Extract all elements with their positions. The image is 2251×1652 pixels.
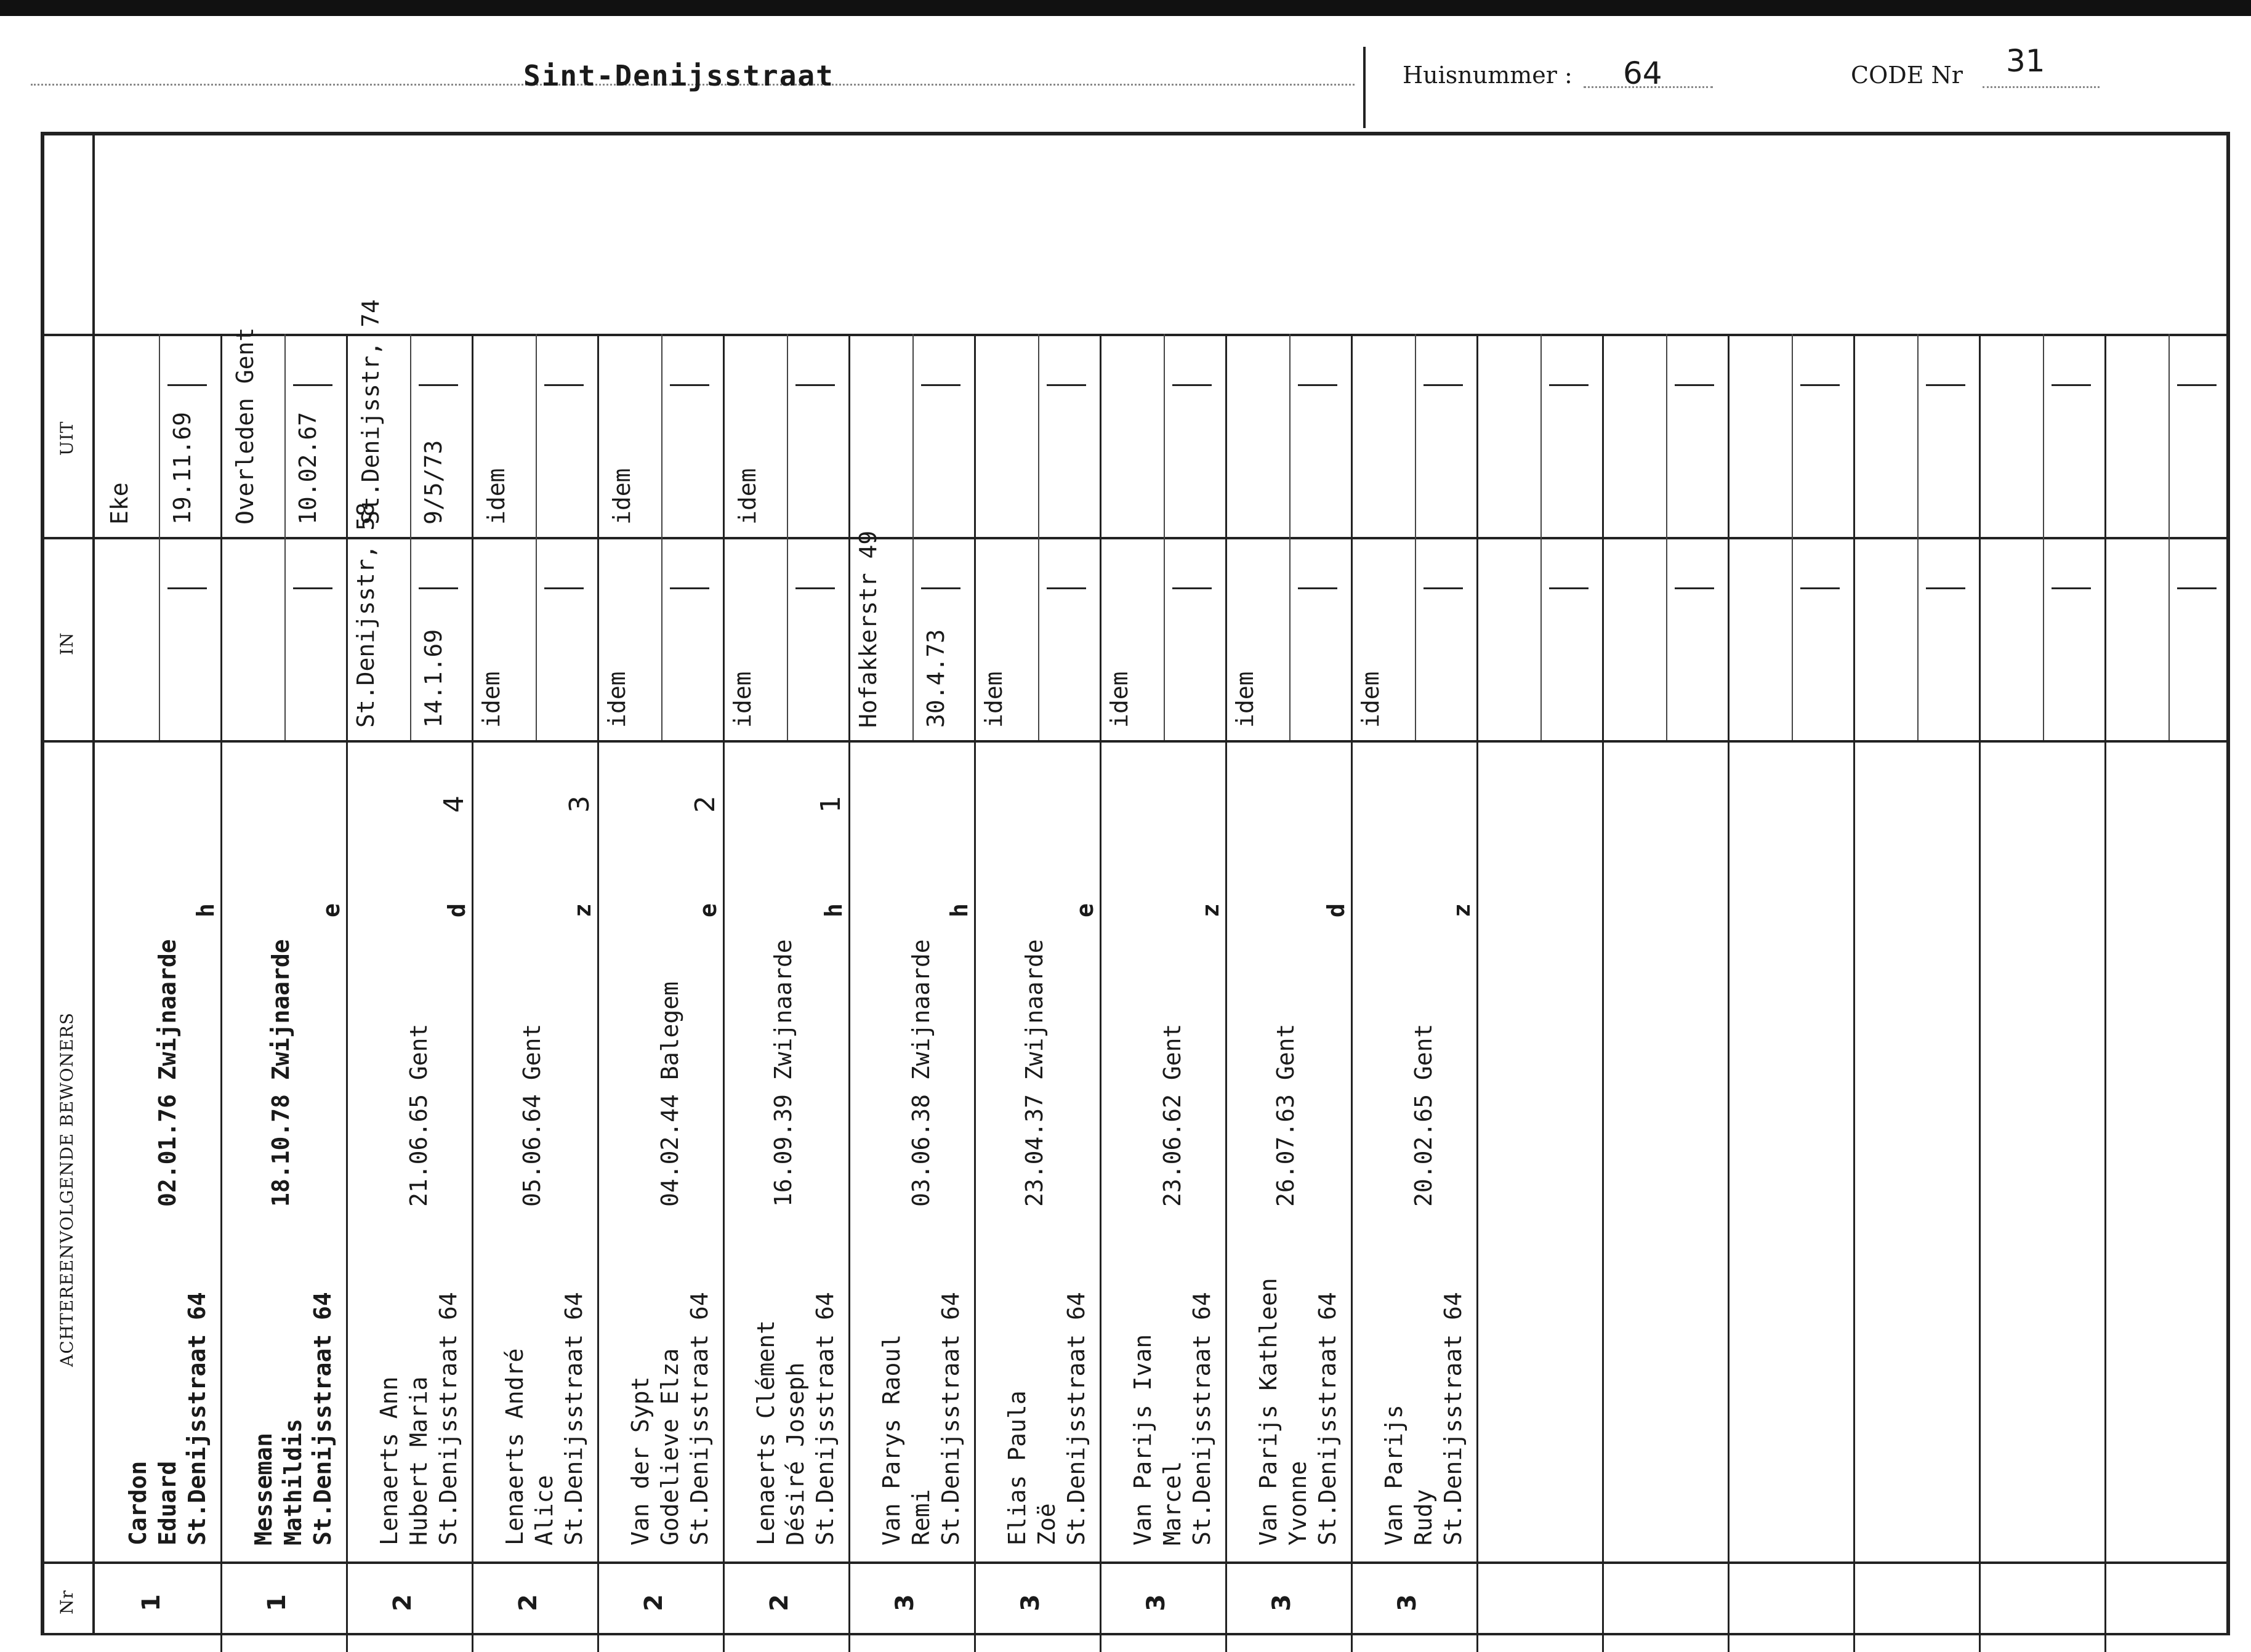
column-divider	[1979, 334, 1981, 1634]
uit-empty-dash	[1926, 384, 1965, 386]
code-value: 31	[2006, 43, 2045, 79]
resident-surname: Cardon	[124, 1461, 151, 1545]
in-sub-divider	[1666, 537, 1667, 740]
bottom-tick	[220, 1633, 222, 1652]
bewoners-top-line	[41, 740, 2230, 743]
uit-sub-divider	[787, 334, 788, 537]
uit-place: Eke	[106, 482, 133, 525]
resident-given-name: Rudy	[1410, 1489, 1437, 1545]
resident-birth: 16.09.39 Zwijnaarde	[770, 939, 797, 1207]
in-sub-divider	[410, 537, 411, 740]
resident-surname: Lenaerts André	[501, 1348, 528, 1545]
uit-sub-divider	[410, 334, 411, 537]
resident-nr: 2	[639, 1594, 668, 1611]
in-sub-divider	[1289, 537, 1291, 740]
in-sub-divider	[159, 537, 160, 740]
uit-empty-dash	[1423, 384, 1463, 386]
resident-nr: 2	[388, 1594, 417, 1611]
resident-address: St.Denijsstraat 64	[686, 1292, 713, 1545]
resident-address: St.Denijsstraat 64	[1063, 1292, 1090, 1545]
uit-empty-dash	[419, 384, 458, 386]
resident-nr: 3	[1267, 1594, 1296, 1611]
resident-handwritten-number: 1	[815, 796, 847, 813]
uit-sub-divider	[1666, 334, 1667, 537]
nr-top-line	[41, 1561, 2230, 1564]
uit-empty-dash	[1172, 384, 1212, 386]
uit-sub-divider	[1038, 334, 1039, 537]
resident-given-name: Marcel	[1159, 1461, 1186, 1545]
resident-surname: Van Parys Raoul	[878, 1334, 905, 1545]
huisnummer-value: 64	[1623, 55, 1662, 91]
uit-empty-dash	[2177, 384, 2217, 386]
uit-sub-divider	[1289, 334, 1291, 537]
column-divider	[2104, 334, 2106, 1634]
resident-birth: 23.06.62 Gent	[1159, 1023, 1186, 1207]
huisnummer-label: Huisnummer :	[1403, 62, 1572, 89]
resident-nr: 3	[1016, 1594, 1045, 1611]
uit-place: idem	[608, 468, 635, 525]
uit-empty-dash	[2052, 384, 2091, 386]
resident-nr: 3	[1393, 1594, 1422, 1611]
resident-address: St.Denijsstraat 64	[560, 1292, 587, 1545]
in-empty-dash	[1047, 587, 1086, 589]
in-place: idem	[980, 671, 1007, 728]
resident-mark: h	[946, 903, 973, 917]
uit-sub-divider	[912, 334, 914, 537]
uit-sub-divider	[1415, 334, 1416, 537]
in-empty-dash	[544, 587, 584, 589]
resident-handwritten-number: 4	[438, 796, 470, 813]
bottom-tick	[1100, 1633, 1101, 1652]
bottom-tick	[2104, 1633, 2106, 1652]
resident-given-name: Hubert Maria	[405, 1376, 432, 1545]
resident-mark: z	[569, 903, 596, 917]
resident-surname: Lenaerts Ann	[376, 1376, 403, 1545]
column-divider	[472, 334, 473, 1634]
uit-empty-dash	[167, 384, 207, 386]
resident-surname: Van der Sypt	[627, 1376, 654, 1545]
bottom-tick	[1476, 1633, 1478, 1652]
in-place: idem	[1231, 671, 1258, 728]
resident-birth: 04.02.44 Balegem	[656, 981, 683, 1207]
uit-empty-dash	[1800, 384, 1840, 386]
bottom-tick	[472, 1633, 473, 1652]
uit-empty-dash	[1298, 384, 1337, 386]
resident-address: St.Denijsstraat 64	[811, 1292, 839, 1545]
in-sub-divider	[1038, 537, 1039, 740]
bottom-tick	[1602, 1633, 1604, 1652]
resident-given-name: Remi	[908, 1489, 935, 1545]
in-place: St.Denijsstr, 58	[352, 502, 379, 728]
resident-address: St.Denijsstraat 64	[1440, 1292, 1467, 1545]
resident-mark: z	[1448, 903, 1475, 917]
uit-sub-divider	[159, 334, 160, 537]
in-empty-dash	[1926, 587, 1965, 589]
in-empty-dash	[1800, 587, 1840, 589]
in-empty-dash	[167, 587, 207, 589]
uit-empty-dash	[1047, 384, 1086, 386]
in-sub-divider	[1540, 537, 1542, 740]
column-divider	[346, 334, 348, 1634]
resident-birth: 26.07.63 Gent	[1272, 1023, 1299, 1207]
uit-date: 10.02.67	[294, 411, 321, 525]
column-divider	[220, 334, 222, 1634]
resident-given-name: Alice	[531, 1475, 558, 1545]
uit-sub-divider	[2168, 334, 2170, 537]
bottom-tick	[974, 1633, 976, 1652]
resident-handwritten-number: 2	[690, 796, 721, 813]
resident-address: St.Denijsstraat 64	[1188, 1292, 1215, 1545]
in-empty-dash	[419, 587, 458, 589]
in-empty-dash	[1549, 587, 1589, 589]
resident-birth: 21.06.65 Gent	[405, 1023, 432, 1207]
resident-surname: Elias Paula	[1004, 1390, 1031, 1545]
uit-sub-divider	[1164, 334, 1165, 537]
resident-surname: Messeman	[250, 1432, 277, 1545]
code-dotted-line	[1983, 86, 2100, 88]
resident-address: St.Denijsstraat 64	[435, 1292, 462, 1545]
uit-sub-divider	[661, 334, 662, 537]
in-place: idem	[729, 671, 756, 728]
uit-sub-divider	[536, 334, 537, 537]
column-divider	[1476, 334, 1478, 1634]
uit-place: idem	[734, 468, 761, 525]
resident-address: St.Denijsstraat 64	[309, 1292, 336, 1545]
uit-sub-divider	[284, 334, 286, 537]
bottom-tick	[346, 1633, 348, 1652]
resident-given-name: Zoë	[1033, 1503, 1060, 1545]
resident-given-name: Désiré Joseph	[782, 1362, 809, 1545]
in-sub-divider	[661, 537, 662, 740]
resident-nr: 3	[890, 1594, 919, 1611]
in-sub-divider	[1917, 537, 1919, 740]
resident-surname: Van Parijs Ivan	[1129, 1334, 1156, 1545]
column-divider	[1225, 334, 1227, 1634]
uit-empty-dash	[921, 384, 960, 386]
in-empty-dash	[795, 587, 835, 589]
resident-given-name: Eduard	[154, 1461, 181, 1545]
column-divider	[1602, 334, 1604, 1634]
resident-address: St.Denijsstraat 64	[937, 1292, 964, 1545]
in-place: idem	[1357, 671, 1384, 728]
in-place: idem	[603, 671, 630, 728]
resident-mark: h	[192, 903, 219, 917]
resident-mark: e	[318, 903, 345, 917]
uit-empty-dash	[670, 384, 709, 386]
in-empty-dash	[1298, 587, 1337, 589]
resident-address: St.Denijsstraat 64	[183, 1292, 211, 1545]
column-divider	[848, 334, 850, 1634]
resident-nr: 1	[137, 1594, 166, 1611]
bottom-tick	[597, 1633, 599, 1652]
bottom-tick	[1979, 1633, 1981, 1652]
in-place: Hofakkerstr 49	[855, 530, 882, 728]
uit-empty-dash	[1549, 384, 1589, 386]
resident-given-name: Godelieve Elza	[656, 1348, 683, 1545]
resident-given-name: Yvonne	[1284, 1461, 1311, 1545]
in-sub-divider	[912, 537, 914, 740]
in-empty-dash	[1423, 587, 1463, 589]
bewoners-label: ACHTEREENVOLGENDE BEWONERS	[57, 1012, 77, 1367]
bottom-tick	[848, 1633, 850, 1652]
resident-birth: 02.01.76 Zwijnaarde	[154, 939, 181, 1207]
uit-place: idem	[483, 468, 510, 525]
resident-birth: 03.06.38 Zwijnaarde	[908, 939, 935, 1207]
in-empty-dash	[1675, 587, 1714, 589]
in-place: idem	[1106, 671, 1133, 728]
resident-address: St.Denijsstraat 64	[1314, 1292, 1341, 1545]
uit-label: UIT	[57, 421, 77, 456]
in-sub-divider	[284, 537, 286, 740]
resident-birth: 05.06.64 Gent	[518, 1023, 546, 1207]
resident-birth: 18.10.78 Zwijnaarde	[267, 939, 294, 1207]
resident-surname: Lenaerts Clément	[752, 1320, 779, 1545]
in-sub-divider	[787, 537, 788, 740]
resident-mark: d	[1323, 903, 1350, 917]
in-label: IN	[57, 632, 77, 655]
in-empty-dash	[921, 587, 960, 589]
column-divider	[723, 334, 725, 1634]
resident-nr: 2	[513, 1594, 542, 1611]
in-date: 30.4.73	[922, 629, 949, 728]
resident-surname: Van Parijs	[1380, 1404, 1407, 1545]
resident-surname: Van Parijs Kathleen	[1255, 1278, 1282, 1545]
uit-empty-dash	[795, 384, 835, 386]
in-sub-divider	[2168, 537, 2170, 740]
resident-birth: 20.02.65 Gent	[1410, 1023, 1437, 1207]
resident-nr: 2	[765, 1594, 794, 1611]
bottom-tick	[1853, 1633, 1855, 1652]
in-sub-divider	[1415, 537, 1416, 740]
uit-sub-divider	[1540, 334, 1542, 537]
in-empty-dash	[293, 587, 332, 589]
column-divider	[1853, 334, 1855, 1634]
resident-mark: e	[1071, 903, 1098, 917]
bottom-tick	[1225, 1633, 1227, 1652]
column-divider	[1100, 334, 1101, 1634]
uit-empty-dash	[544, 384, 584, 386]
in-place: idem	[478, 671, 505, 728]
bottom-tick	[1351, 1633, 1353, 1652]
header-separator	[1363, 47, 1366, 128]
uit-sub-divider	[2043, 334, 2044, 537]
column-divider	[974, 334, 976, 1634]
in-sub-divider	[1792, 537, 1793, 740]
bottom-line	[41, 1633, 2230, 1635]
resident-mark: e	[695, 903, 722, 917]
uit-empty-dash	[293, 384, 332, 386]
nr-label: Nr	[57, 1590, 77, 1614]
in-sub-divider	[1164, 537, 1165, 740]
resident-handwritten-number: 3	[564, 796, 595, 813]
in-empty-dash	[1172, 587, 1212, 589]
uit-sub-divider	[1917, 334, 1919, 537]
resident-nr: 1	[262, 1594, 291, 1611]
in-sub-divider	[536, 537, 537, 740]
uit-date: 9/5/73	[420, 440, 447, 525]
resident-birth: 23.04.37 Zwijnaarde	[1021, 939, 1048, 1207]
in-sub-divider	[2043, 537, 2044, 740]
uit-place: St.Denijsstr, 74	[357, 299, 384, 525]
uit-empty-dash	[1675, 384, 1714, 386]
column-divider	[1351, 334, 1353, 1634]
uit-place: Overleden Gent	[232, 327, 259, 525]
in-date: 14.1.69	[420, 629, 447, 728]
in-empty-dash	[670, 587, 709, 589]
uit-date: 19.11.69	[169, 411, 196, 525]
street-name: Sint-Denijsstraat	[523, 59, 834, 92]
resident-nr: 3	[1142, 1594, 1170, 1611]
label-column-divider	[92, 132, 95, 1634]
in-empty-dash	[2052, 587, 2091, 589]
column-divider	[1728, 334, 1730, 1634]
uit-sub-divider	[1792, 334, 1793, 537]
column-divider	[597, 334, 599, 1634]
code-label: CODE Nr	[1851, 62, 1963, 89]
resident-mark: z	[1197, 903, 1224, 917]
resident-mark: d	[443, 903, 470, 917]
resident-given-name: Mathildis	[280, 1419, 307, 1545]
in-empty-dash	[2177, 587, 2217, 589]
bottom-tick	[1728, 1633, 1730, 1652]
bottom-tick	[723, 1633, 725, 1652]
resident-mark: h	[820, 903, 847, 917]
scan-top-edge	[0, 0, 2251, 16]
